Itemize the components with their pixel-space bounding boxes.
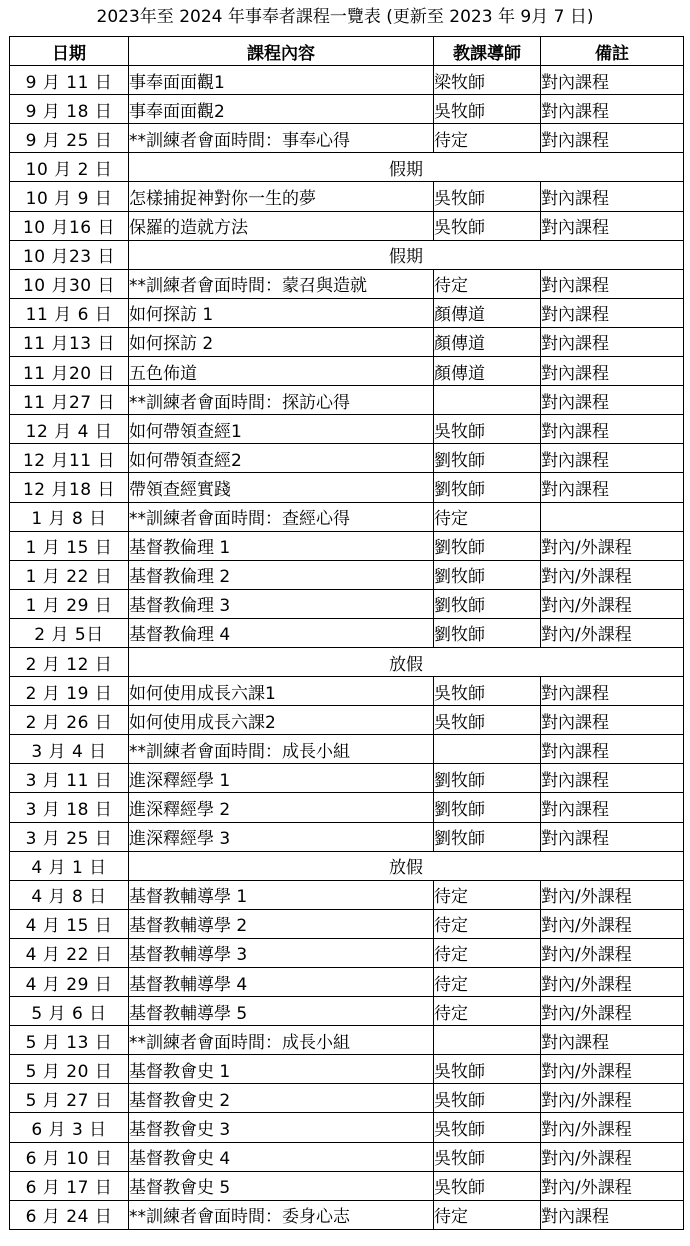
- course-cell: 基督教輔導學 5: [129, 997, 434, 1026]
- teacher-cell: 待定: [434, 502, 541, 531]
- date-cell: 4 月 29 日: [10, 968, 129, 997]
- header-teacher: 教課導師: [434, 37, 541, 66]
- date-cell: 4 月 1 日: [10, 851, 129, 880]
- note-cell: 對內/外課程: [541, 938, 684, 967]
- teacher-cell: 劉牧師: [434, 560, 541, 589]
- date-cell: 9 月 11 日: [10, 66, 129, 95]
- note-cell: 對內/外課程: [541, 968, 684, 997]
- note-cell: 對內課程: [541, 764, 684, 793]
- course-cell: 進深釋經學 2: [129, 793, 434, 822]
- course-cell: 基督教倫理 1: [129, 531, 434, 560]
- header-course: 課程內容: [129, 37, 434, 66]
- note-cell: 對內/外課程: [541, 997, 684, 1026]
- date-cell: 11 月 6 日: [10, 298, 129, 327]
- course-cell: 事奉面面觀1: [129, 66, 434, 95]
- date-cell: 10 月 2 日: [10, 153, 129, 182]
- date-cell: 3 月 25 日: [10, 822, 129, 851]
- note-cell: 對內課程: [541, 298, 684, 327]
- note-cell: 對內/外課程: [541, 1055, 684, 1084]
- table-row: [10, 1171, 684, 1200]
- note-cell: 對內課程: [541, 95, 684, 124]
- date-cell: 2 月 19 日: [10, 677, 129, 706]
- note-cell: 對內/外課程: [541, 589, 684, 618]
- note-cell: 對內課程: [541, 822, 684, 851]
- teacher-cell: 吳牧師: [434, 706, 541, 735]
- date-cell: 10 月16 日: [10, 211, 129, 240]
- table-row: [10, 502, 684, 531]
- date-cell: 10 月30 日: [10, 269, 129, 298]
- table-row: [10, 589, 684, 618]
- teacher-cell: 顏傳道: [434, 327, 541, 356]
- date-cell: 10 月 9 日: [10, 182, 129, 211]
- course-cell: **訓練者會面時間：查經心得: [129, 502, 434, 531]
- teacher-cell: 吳牧師: [434, 1142, 541, 1171]
- course-cell: 基督教輔導學 4: [129, 968, 434, 997]
- table-row: [10, 531, 684, 560]
- table-row: [10, 415, 684, 444]
- date-cell: 11 月27 日: [10, 386, 129, 415]
- table-row: [10, 66, 684, 95]
- table-row: [10, 764, 684, 793]
- teacher-cell: 待定: [434, 938, 541, 967]
- table-body: [10, 66, 684, 1230]
- date-cell: 1 月 8 日: [10, 502, 129, 531]
- table-row: [10, 997, 684, 1026]
- note-cell: 對內/外課程: [541, 618, 684, 647]
- note-cell: 對內/外課程: [541, 880, 684, 909]
- date-cell: 6 月 3 日: [10, 1113, 129, 1142]
- teacher-cell: 顏傳道: [434, 298, 541, 327]
- note-cell: 對內課程: [541, 1200, 684, 1229]
- course-cell: 怎樣捕捉神對你一生的夢: [129, 182, 434, 211]
- date-cell: 12 月11 日: [10, 444, 129, 473]
- teacher-cell: 劉牧師: [434, 531, 541, 560]
- note-cell: 對內課程: [541, 386, 684, 415]
- course-cell: 基督教輔導學 1: [129, 880, 434, 909]
- note-cell: 對內課程: [541, 415, 684, 444]
- date-cell: 2 月 5日: [10, 618, 129, 647]
- note-cell: 對內課程: [541, 124, 684, 153]
- course-cell: 基督教會史 2: [129, 1084, 434, 1113]
- course-cell: 五色佈道: [129, 357, 434, 386]
- teacher-cell: 吳牧師: [434, 415, 541, 444]
- course-cell: **訓練者會面時間：事奉心得: [129, 124, 434, 153]
- course-cell: 基督教倫理 2: [129, 560, 434, 589]
- table-row: [10, 1113, 684, 1142]
- note-cell: 對內課程: [541, 211, 684, 240]
- table-row: [10, 473, 684, 502]
- date-cell: 3 月 11 日: [10, 764, 129, 793]
- date-cell: 4 月 22 日: [10, 938, 129, 967]
- teacher-cell: 待定: [434, 968, 541, 997]
- table-row: [10, 822, 684, 851]
- date-cell: 2 月 12 日: [10, 647, 129, 676]
- date-cell: 5 月 6 日: [10, 997, 129, 1026]
- note-cell: 對內/外課程: [541, 1142, 684, 1171]
- note-cell: 對內/外課程: [541, 1113, 684, 1142]
- note-cell: 對內課程: [541, 269, 684, 298]
- date-cell: 5 月 13 日: [10, 1026, 129, 1055]
- teacher-cell: 劉牧師: [434, 444, 541, 473]
- note-cell: [541, 502, 684, 531]
- date-cell: 9 月 25 日: [10, 124, 129, 153]
- date-cell: 11 月13 日: [10, 327, 129, 356]
- teacher-cell: 梁牧師: [434, 66, 541, 95]
- date-cell: 2 月 26 日: [10, 706, 129, 735]
- table-row: [10, 735, 684, 764]
- page-title: 2023年至 2024 年事奉者課程一覽表 (更新至 2023 年 9月 7 日): [96, 7, 594, 27]
- teacher-cell: 顏傳道: [434, 357, 541, 386]
- date-cell: 6 月 10 日: [10, 1142, 129, 1171]
- teacher-cell: 吳牧師: [434, 1084, 541, 1113]
- course-cell: **訓練者會面時間：蒙召與造就: [129, 269, 434, 298]
- table-row: [10, 124, 684, 153]
- teacher-cell: [434, 735, 541, 764]
- course-cell: 如何探訪 2: [129, 327, 434, 356]
- table-row: [10, 793, 684, 822]
- date-cell: 12 月 4 日: [10, 415, 129, 444]
- date-cell: 5 月 20 日: [10, 1055, 129, 1084]
- course-cell: 如何帶領查經2: [129, 444, 434, 473]
- course-cell: 基督教會史 1: [129, 1055, 434, 1084]
- teacher-cell: 待定: [434, 269, 541, 298]
- holiday-row: [10, 153, 684, 182]
- course-cell: 基督教會史 5: [129, 1171, 434, 1200]
- table-row: [10, 909, 684, 938]
- table-row: [10, 327, 684, 356]
- table-header-row: [10, 37, 684, 66]
- date-cell: 4 月 15 日: [10, 909, 129, 938]
- course-cell: 如何探訪 1: [129, 298, 434, 327]
- date-cell: 9 月 18 日: [10, 95, 129, 124]
- table-row: [10, 1026, 684, 1055]
- teacher-cell: 劉牧師: [434, 589, 541, 618]
- holiday-row: [10, 851, 684, 880]
- course-cell: **訓練者會面時間：成長小組: [129, 1026, 434, 1055]
- note-cell: 對內課程: [541, 793, 684, 822]
- note-cell: 對內課程: [541, 444, 684, 473]
- teacher-cell: 待定: [434, 909, 541, 938]
- teacher-cell: 劉牧師: [434, 618, 541, 647]
- course-cell: 如何使用成長六課2: [129, 706, 434, 735]
- course-cell: **訓練者會面時間：委身心志: [129, 1200, 434, 1229]
- teacher-cell: 吳牧師: [434, 95, 541, 124]
- teacher-cell: [434, 386, 541, 415]
- teacher-cell: 劉牧師: [434, 473, 541, 502]
- date-cell: 6 月 24 日: [10, 1200, 129, 1229]
- teacher-cell: 吳牧師: [434, 1055, 541, 1084]
- table-row: [10, 182, 684, 211]
- note-cell: 對內課程: [541, 706, 684, 735]
- table-row: [10, 386, 684, 415]
- note-cell: 對內/外課程: [541, 1084, 684, 1113]
- table-row: [10, 880, 684, 909]
- note-cell: 對內/外課程: [541, 560, 684, 589]
- date-cell: 1 月 29 日: [10, 589, 129, 618]
- date-cell: 1 月 15 日: [10, 531, 129, 560]
- course-cell: **訓練者會面時間：探訪心得: [129, 386, 434, 415]
- note-cell: 對內課程: [541, 182, 684, 211]
- note-cell: 對內/外課程: [541, 909, 684, 938]
- table-row: [10, 269, 684, 298]
- table-row: [10, 1084, 684, 1113]
- note-cell: 對內/外課程: [541, 531, 684, 560]
- course-cell: 基督教輔導學 3: [129, 938, 434, 967]
- table-row: [10, 1055, 684, 1084]
- course-cell: 如何帶領查經1: [129, 415, 434, 444]
- teacher-cell: 劉牧師: [434, 764, 541, 793]
- date-cell: 12 月18 日: [10, 473, 129, 502]
- course-cell: 進深釋經學 3: [129, 822, 434, 851]
- course-cell: 事奉面面觀2: [129, 95, 434, 124]
- date-cell: 1 月 22 日: [10, 560, 129, 589]
- date-cell: 5 月 27 日: [10, 1084, 129, 1113]
- table-row: [10, 938, 684, 967]
- course-cell: 基督教輔導學 2: [129, 909, 434, 938]
- teacher-cell: 待定: [434, 997, 541, 1026]
- note-cell: 對內/外課程: [541, 1171, 684, 1200]
- date-cell: 4 月 8 日: [10, 880, 129, 909]
- note-cell: 對內課程: [541, 677, 684, 706]
- table-row: [10, 677, 684, 706]
- table-row: [10, 968, 684, 997]
- table-row: [10, 444, 684, 473]
- table-row: [10, 560, 684, 589]
- note-cell: 對內課程: [541, 357, 684, 386]
- course-cell: 基督教會史 4: [129, 1142, 434, 1171]
- holiday-row: [10, 240, 684, 269]
- teacher-cell: 吳牧師: [434, 677, 541, 706]
- teacher-cell: 待定: [434, 1200, 541, 1229]
- table-row: [10, 95, 684, 124]
- date-cell: 10 月23 日: [10, 240, 129, 269]
- course-cell: 基督教會史 3: [129, 1113, 434, 1142]
- course-cell: 基督教倫理 3: [129, 589, 434, 618]
- course-cell: 帶領查經實踐: [129, 473, 434, 502]
- teacher-cell: 吳牧師: [434, 211, 541, 240]
- header-date: 日期: [10, 37, 129, 66]
- table-row: [10, 211, 684, 240]
- teacher-cell: [434, 1026, 541, 1055]
- teacher-cell: 吳牧師: [434, 1113, 541, 1142]
- teacher-cell: 吳牧師: [434, 1171, 541, 1200]
- note-cell: 對內課程: [541, 66, 684, 95]
- table-row: [10, 357, 684, 386]
- note-cell: 對內課程: [541, 327, 684, 356]
- table-row: [10, 618, 684, 647]
- date-cell: 11 月20 日: [10, 357, 129, 386]
- course-cell: 保羅的造就方法: [129, 211, 434, 240]
- date-cell: 3 月 4 日: [10, 735, 129, 764]
- holiday-cell: 假期: [129, 153, 684, 182]
- table-row: [10, 706, 684, 735]
- table-row: [10, 298, 684, 327]
- header-note: 備註: [541, 37, 684, 66]
- course-cell: 進深釋經學 1: [129, 764, 434, 793]
- table-row: [10, 1142, 684, 1171]
- teacher-cell: 劉牧師: [434, 793, 541, 822]
- teacher-cell: 吳牧師: [434, 182, 541, 211]
- holiday-cell: 假期: [129, 240, 684, 269]
- date-cell: 6 月 17 日: [10, 1171, 129, 1200]
- note-cell: 對內課程: [541, 735, 684, 764]
- holiday-row: [10, 647, 684, 676]
- note-cell: 對內課程: [541, 1026, 684, 1055]
- course-cell: 基督教倫理 4: [129, 618, 434, 647]
- date-cell: 3 月 18 日: [10, 793, 129, 822]
- holiday-cell: 放假: [129, 851, 684, 880]
- teacher-cell: 待定: [434, 124, 541, 153]
- teacher-cell: 待定: [434, 880, 541, 909]
- teacher-cell: 劉牧師: [434, 822, 541, 851]
- holiday-cell: 放假: [129, 647, 684, 676]
- course-cell: **訓練者會面時間：成長小組: [129, 735, 434, 764]
- course-schedule-table: [9, 36, 684, 1230]
- table-row: [10, 1200, 684, 1229]
- course-cell: 如何使用成長六課1: [129, 677, 434, 706]
- note-cell: 對內課程: [541, 473, 684, 502]
